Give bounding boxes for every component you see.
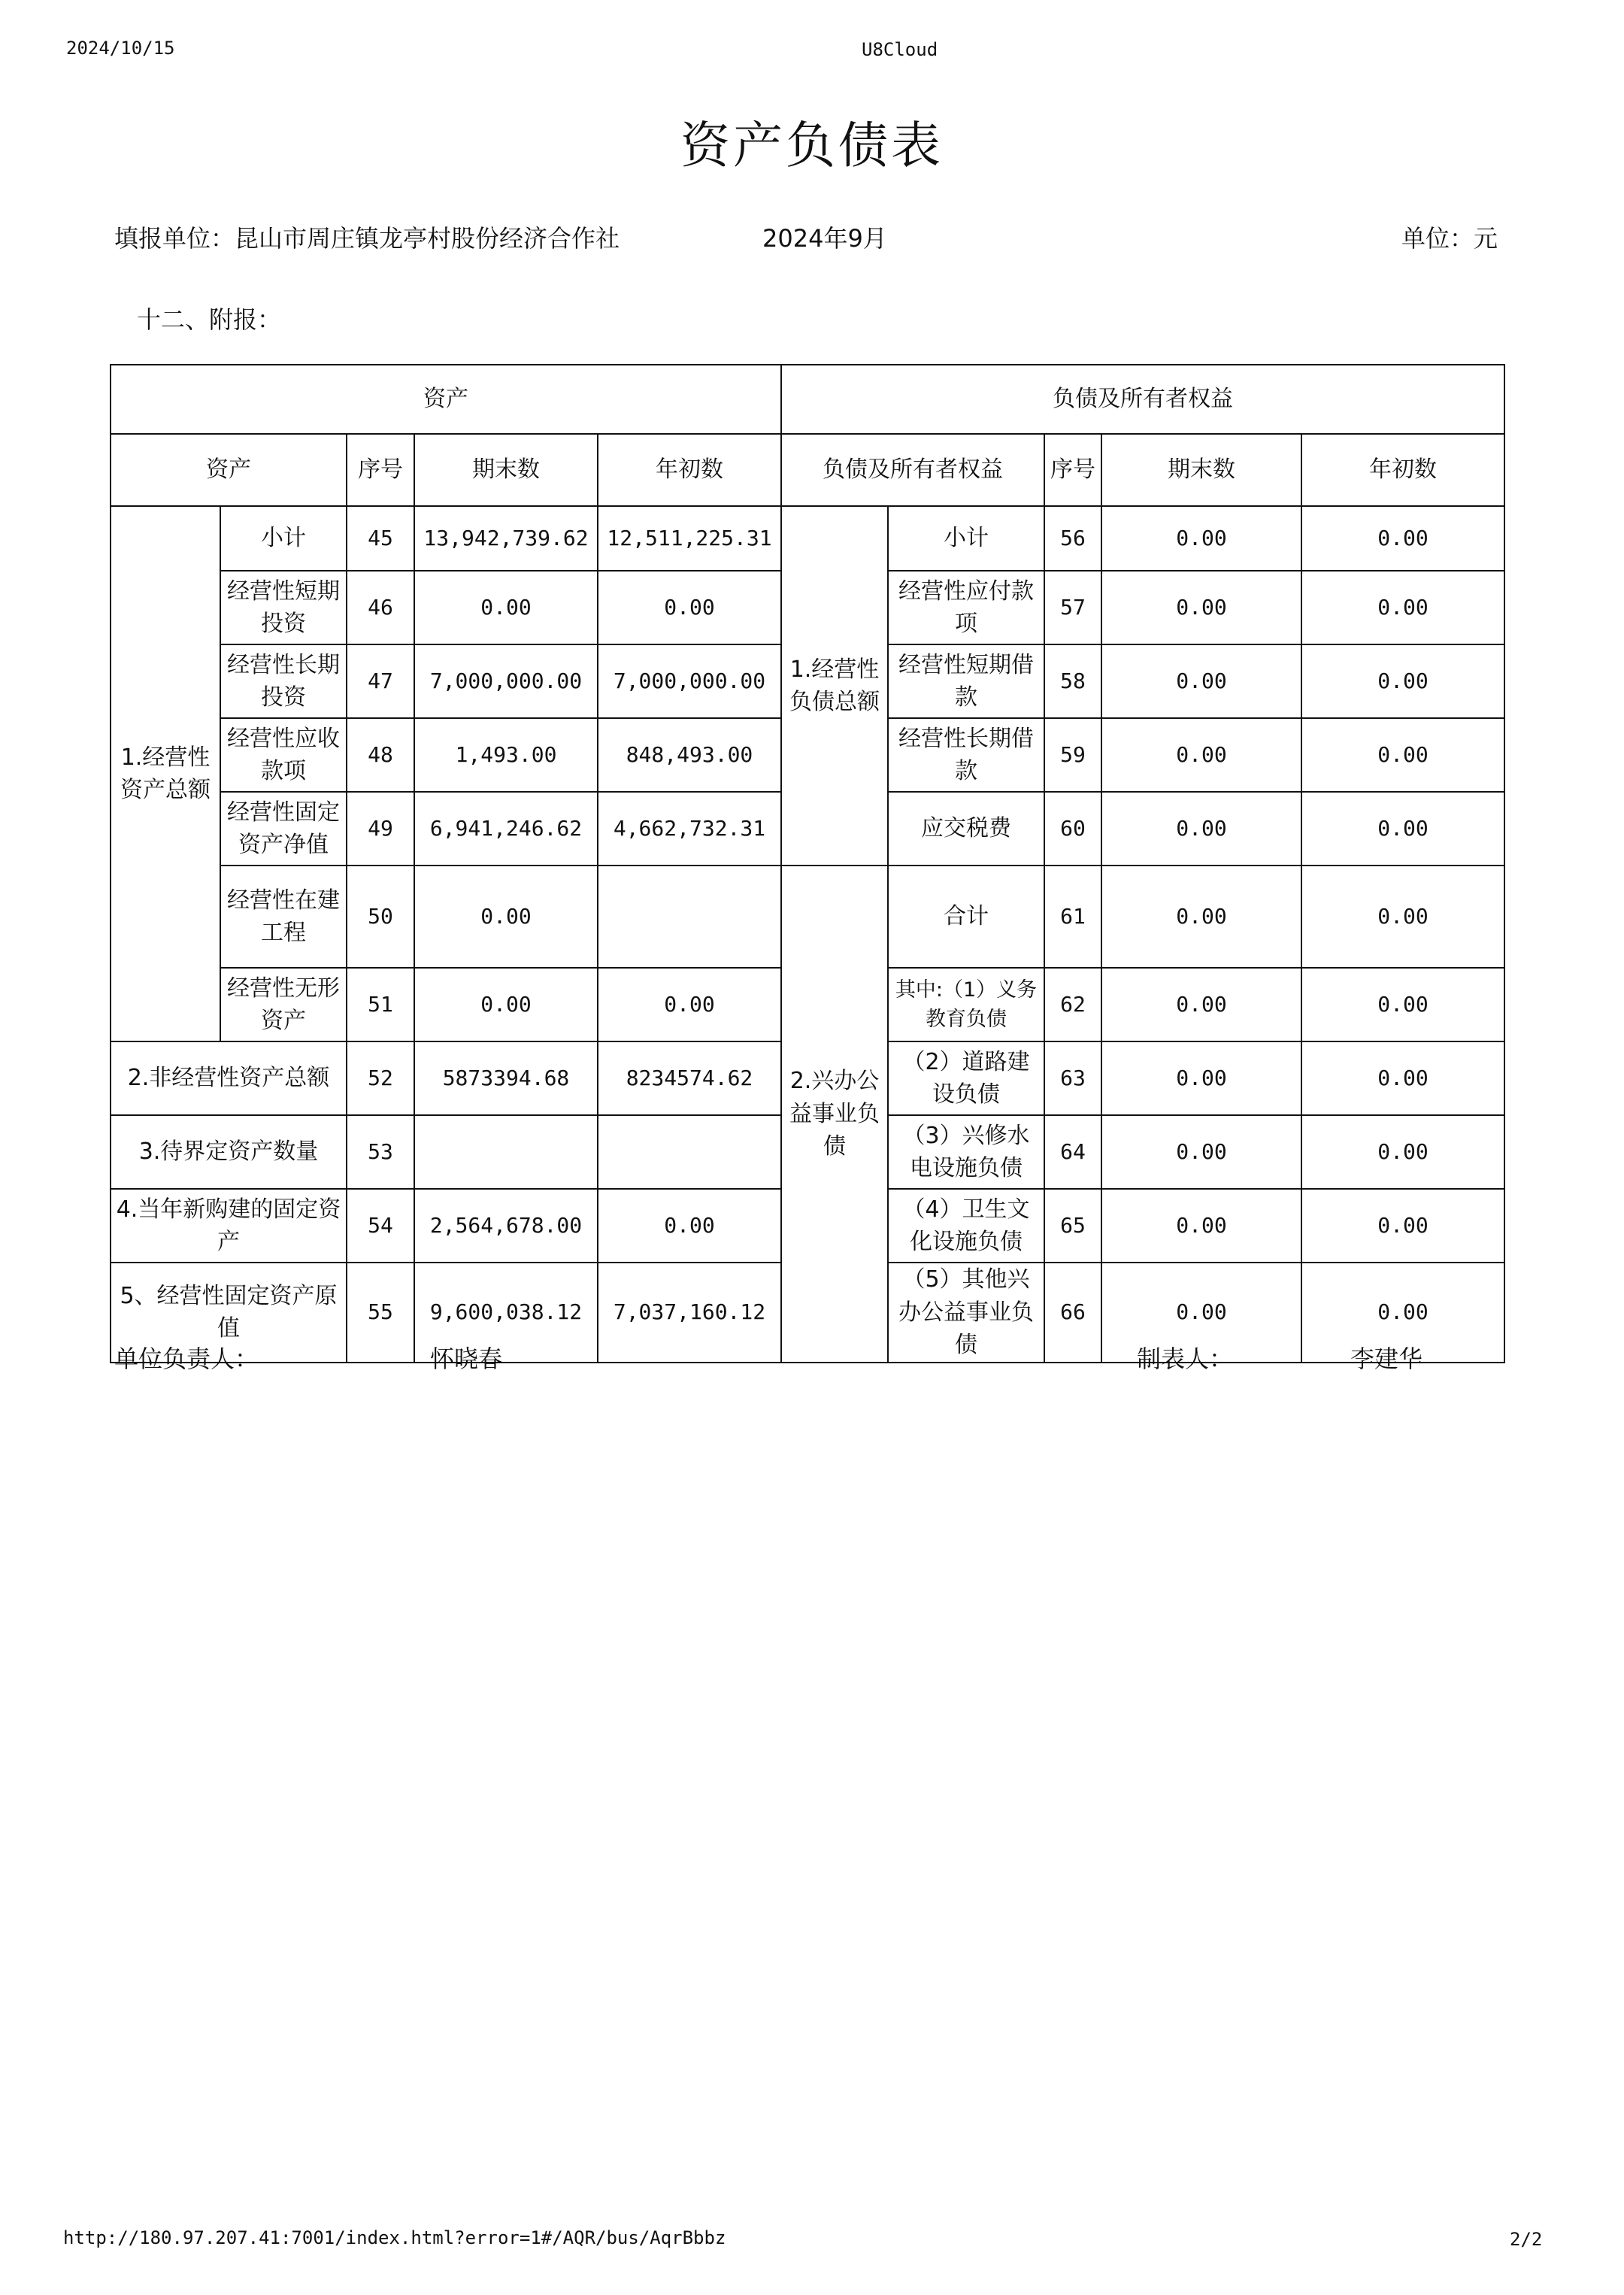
liab-end: 0.00 <box>1101 1115 1301 1189</box>
asset-begin: 7,000,000.00 <box>598 644 781 718</box>
asset-begin: 7,037,160.12 <box>598 1263 781 1363</box>
footer-url: http://180.97.207.41:7001/index.html?error=1#/AQR/bus/AqrBbbz <box>63 2227 726 2248</box>
asset-end: 0.00 <box>414 866 598 968</box>
asset-begin <box>598 1115 781 1189</box>
col-header-begin: 年初数 <box>598 434 781 506</box>
asset-end: 1,493.00 <box>414 718 598 792</box>
table-row <box>111 506 1504 571</box>
liab-seq: 56 <box>1044 506 1101 571</box>
liab-begin: 0.00 <box>1301 644 1504 718</box>
liab-begin: 0.00 <box>1301 1115 1504 1189</box>
asset-end: 13,942,739.62 <box>414 506 598 571</box>
liab-begin: 0.00 <box>1301 792 1504 866</box>
currency-unit: 单位：元 <box>1401 224 1498 253</box>
asset-label: 小计 <box>220 506 347 571</box>
balance-sheet-table <box>110 364 1505 1363</box>
liab-label: 经营性应付款项 <box>888 571 1044 644</box>
liab-seq: 58 <box>1044 644 1101 718</box>
liab-label: 经营性长期借款 <box>888 718 1044 792</box>
liab-end: 0.00 <box>1101 1263 1301 1363</box>
liab-label: 应交税费 <box>888 792 1044 866</box>
liab-label: （5）其他兴办公益事业负债 <box>888 1263 1044 1363</box>
asset-end <box>414 1115 598 1189</box>
group-header-liabilities: 负债及所有者权益 <box>781 365 1504 434</box>
asset-end: 7,000,000.00 <box>414 644 598 718</box>
liab-end: 0.00 <box>1101 1041 1301 1115</box>
asset-label: 经营性无形资产 <box>220 968 347 1041</box>
asset-begin <box>598 866 781 968</box>
asset-seq: 52 <box>347 1041 414 1115</box>
asset-seq: 49 <box>347 792 414 866</box>
asset-seq: 47 <box>347 644 414 718</box>
asset-end: 0.00 <box>414 968 598 1041</box>
liab-end: 0.00 <box>1101 644 1301 718</box>
asset-begin: 0.00 <box>598 1189 781 1263</box>
unit-head-label: 单位负责人： <box>114 1345 259 1373</box>
asset-seq: 50 <box>347 866 414 968</box>
asset-begin: 4,662,732.31 <box>598 792 781 866</box>
asset-begin: 848,493.00 <box>598 718 781 792</box>
liab-begin: 0.00 <box>1301 718 1504 792</box>
liab-label: 合计 <box>888 866 1044 968</box>
liab-seq: 59 <box>1044 718 1101 792</box>
asset-seq: 45 <box>347 506 414 571</box>
report-period: 2024年9月 <box>762 224 887 253</box>
asset-seq: 46 <box>347 571 414 644</box>
liab-end: 0.00 <box>1101 792 1301 866</box>
asset-group-operating: 1.经营性资产总额 <box>111 506 220 1041</box>
asset-seq: 48 <box>347 718 414 792</box>
liab-begin: 0.00 <box>1301 506 1504 571</box>
liab-seq: 57 <box>1044 571 1101 644</box>
col-header-seq: 序号 <box>347 434 414 506</box>
print-date: 2024/10/15 <box>66 38 175 59</box>
asset-label: 经营性应收款项 <box>220 718 347 792</box>
asset-begin: 0.00 <box>598 571 781 644</box>
col-header-begin2: 年初数 <box>1301 434 1504 506</box>
liab-group-public-welfare: 2.兴办公益事业负债 <box>781 866 888 1363</box>
asset-begin: 8234574.62 <box>598 1041 781 1115</box>
asset-end: 6,941,246.62 <box>414 792 598 866</box>
liab-label: 其中:（1）义务教育负债 <box>888 968 1044 1041</box>
liab-label: 经营性短期借款 <box>888 644 1044 718</box>
asset-label: 4.当年新购建的固定资产 <box>111 1189 347 1263</box>
asset-end: 9,600,038.12 <box>414 1263 598 1363</box>
asset-label: 经营性固定资产净值 <box>220 792 347 866</box>
group-header-assets: 资产 <box>111 365 781 434</box>
preparer-label: 制表人： <box>1137 1345 1234 1373</box>
asset-seq: 54 <box>347 1189 414 1263</box>
asset-begin: 12,511,225.31 <box>598 506 781 571</box>
liab-seq: 64 <box>1044 1115 1101 1189</box>
page-number: 2/2 <box>1510 2229 1543 2250</box>
asset-label: 5、经营性固定资产原值 <box>111 1263 347 1363</box>
liab-seq: 62 <box>1044 968 1101 1041</box>
asset-label: 经营性短期投资 <box>220 571 347 644</box>
section-heading: 十二、附报： <box>137 305 282 334</box>
liab-seq: 65 <box>1044 1189 1101 1263</box>
asset-end: 5873394.68 <box>414 1041 598 1115</box>
asset-label: 3.待界定资产数量 <box>111 1115 347 1189</box>
unit-head-name: 怀晓春 <box>430 1345 503 1373</box>
liab-end: 0.00 <box>1101 506 1301 571</box>
liab-label: 小计 <box>888 506 1044 571</box>
asset-label: 2.非经营性资产总额 <box>111 1041 347 1115</box>
col-header-end2: 期末数 <box>1101 434 1301 506</box>
liab-label: （2）道路建设负债 <box>888 1041 1044 1115</box>
col-header-asset: 资产 <box>111 434 347 506</box>
page-title: 资产负债表 <box>680 117 944 174</box>
liab-seq: 61 <box>1044 866 1101 968</box>
liab-seq: 60 <box>1044 792 1101 866</box>
reporting-unit: 填报单位：昆山市周庄镇龙亭村股份经济合作社 <box>114 224 620 253</box>
liab-label: （4）卫生文化设施负债 <box>888 1189 1044 1263</box>
asset-seq: 51 <box>347 968 414 1041</box>
liab-end: 0.00 <box>1101 718 1301 792</box>
liab-begin: 0.00 <box>1301 571 1504 644</box>
liab-end: 0.00 <box>1101 866 1301 968</box>
col-header-seq2: 序号 <box>1044 434 1101 506</box>
asset-end: 0.00 <box>414 571 598 644</box>
liab-begin: 0.00 <box>1301 1263 1504 1363</box>
liab-end: 0.00 <box>1101 1189 1301 1263</box>
asset-seq: 55 <box>347 1263 414 1363</box>
liab-group-operating: 1.经营性负债总额 <box>781 506 888 866</box>
liab-begin: 0.00 <box>1301 1189 1504 1263</box>
liab-end: 0.00 <box>1101 571 1301 644</box>
col-header-liability: 负债及所有者权益 <box>781 434 1044 506</box>
col-header-end: 期末数 <box>414 434 598 506</box>
liab-seq: 63 <box>1044 1041 1101 1115</box>
liab-end: 0.00 <box>1101 968 1301 1041</box>
asset-end: 2,564,678.00 <box>414 1189 598 1263</box>
liab-begin: 0.00 <box>1301 1041 1504 1115</box>
liab-begin: 0.00 <box>1301 968 1504 1041</box>
asset-label: 经营性在建工程 <box>220 866 347 968</box>
liab-seq: 66 <box>1044 1263 1101 1363</box>
asset-begin: 0.00 <box>598 968 781 1041</box>
liab-label: （3）兴修水电设施负债 <box>888 1115 1044 1189</box>
table-row <box>111 866 1504 968</box>
liab-begin: 0.00 <box>1301 866 1504 968</box>
asset-seq: 53 <box>347 1115 414 1189</box>
preparer-name: 李建华 <box>1350 1345 1423 1373</box>
asset-label: 经营性长期投资 <box>220 644 347 718</box>
app-name: U8Cloud <box>862 39 938 60</box>
